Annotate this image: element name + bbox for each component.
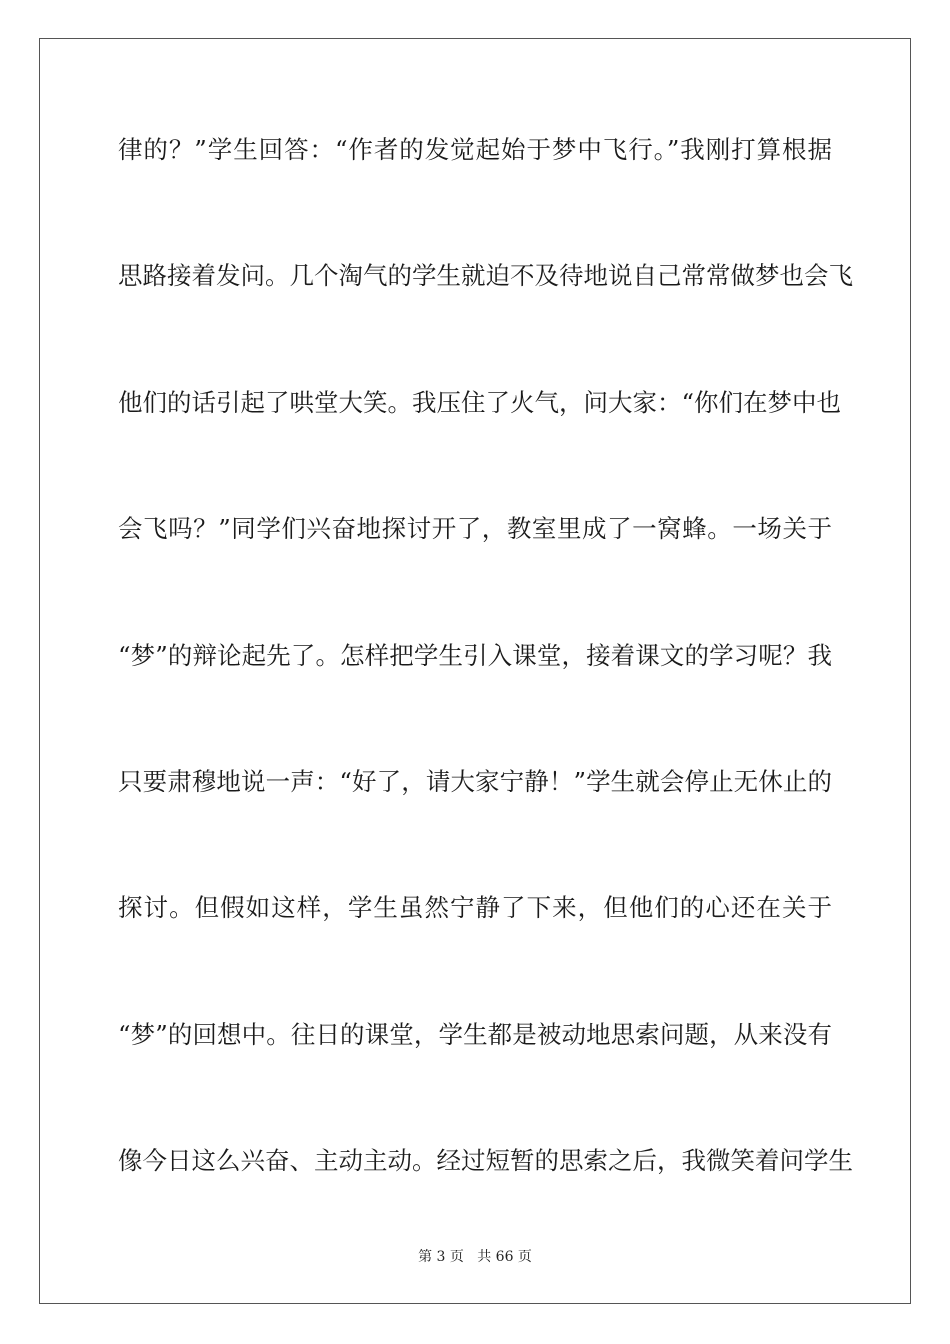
text-line-2: 思路接着发问。几个淘气的学生就迫不及待地说自己常常做梦也会飞 bbox=[118, 261, 853, 291]
page-number-footer: 第 3 页 共 66 页 bbox=[418, 1249, 532, 1265]
text-line-4: 会飞吗？”同学们兴奋地探讨开了，教室里成了一窝蜂。一场关于 bbox=[118, 514, 832, 544]
text-line-9: 像今日这么兴奋、主动主动。经过短暂的思索之后，我微笑着问学生 bbox=[118, 1146, 853, 1176]
text-line-8: “梦”的回想中。往日的课堂，学生都是被动地思索问题，从来没有 bbox=[118, 1019, 832, 1049]
text-line-3: 他们的话引起了哄堂大笑。我压住了火气，问大家：“你们在梦中也 bbox=[118, 387, 842, 417]
text-line-7: 探讨。但假如这样，学生虽然宁静了下来，但他们的心还在关于 bbox=[118, 893, 832, 923]
text-line-1: 律的？”学生回答：“作者的发觉起始于梦中飞行。”我刚打算根据 bbox=[118, 135, 832, 164]
text-line-5: “梦”的辩论起先了。怎样把学生引入课堂，接着课文的学习呢？我 bbox=[118, 640, 832, 670]
text-line-6: 只要肃穆地说一声：“好了，请大家宁静！”学生就会停止无休止的 bbox=[118, 766, 832, 796]
document-body bbox=[118, 129, 853, 1267]
